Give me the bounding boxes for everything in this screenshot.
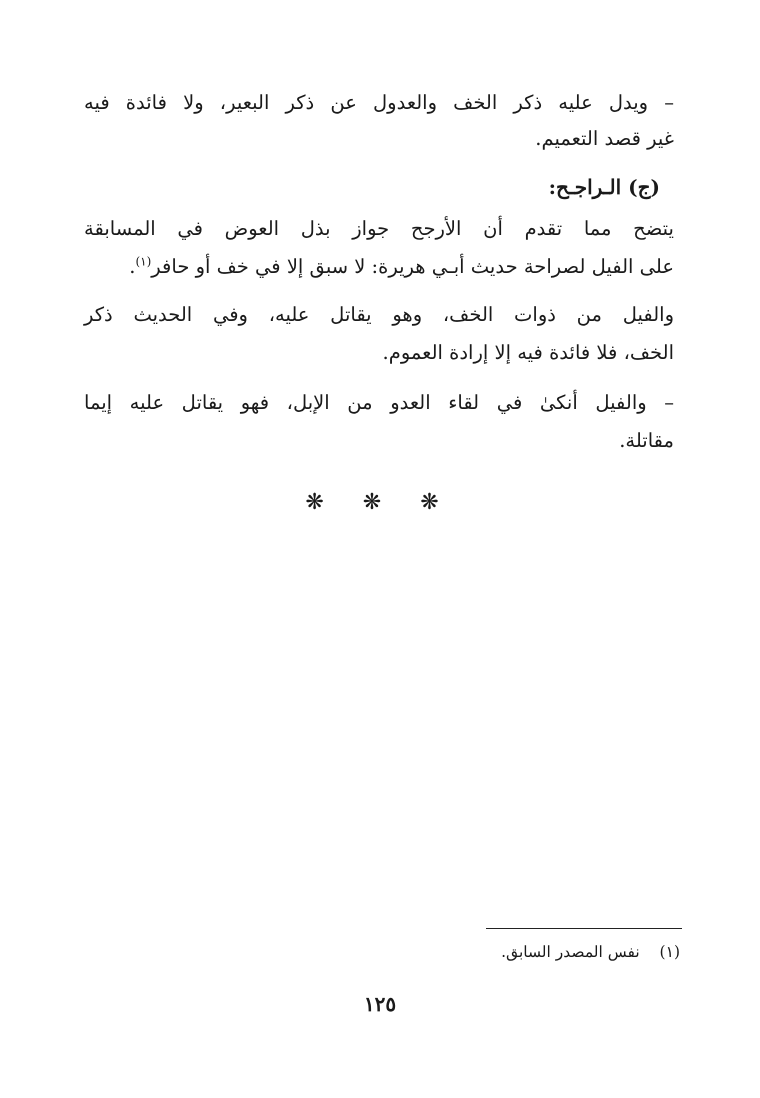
body-line-6: الخف، فلا فائدة فيه إلا إرادة العموم. (382, 341, 674, 364)
body-line-2: غير قصد التعميم. (535, 127, 674, 150)
footnote-divider (486, 928, 682, 929)
footnote-reference: (١) (135, 254, 152, 269)
body-line-7: – والفيل أنكىٰ في لقاء العدو من الإبل، فهو يقاتل عليه إيما (84, 391, 674, 414)
footnote (501, 940, 680, 964)
body-line-1: – ويدل عليه ذكر الخف والعدول عن ذكر البعير، ولا فائدة فيه (84, 91, 674, 114)
section-heading: (ج) الـراجـح: (548, 175, 660, 199)
footnote-text: نفس المصدر السابق. (501, 943, 640, 961)
body-line-8: مقاتلة. (619, 429, 674, 452)
footnote-marker: (١) (659, 943, 680, 961)
body-line-4 (84, 252, 674, 282)
body-line-4-text: على الفيل لصراحة حديث أبـي هريرة: لا سبق إلا في خف أو حافر (151, 255, 674, 278)
body-line-5: والفيل من ذوات الخف، وهو يقاتل عليه، وفي الحديث ذكر (84, 303, 674, 326)
page-number: ١٢٥ (363, 992, 397, 1016)
body-line-3: يتضح مما تقدم أن الأرجح جواز بذل العوض في المسابقة (84, 217, 674, 240)
body-line-4-end: . (129, 255, 136, 278)
section-separator: ❋ ❋ ❋ (305, 490, 455, 515)
